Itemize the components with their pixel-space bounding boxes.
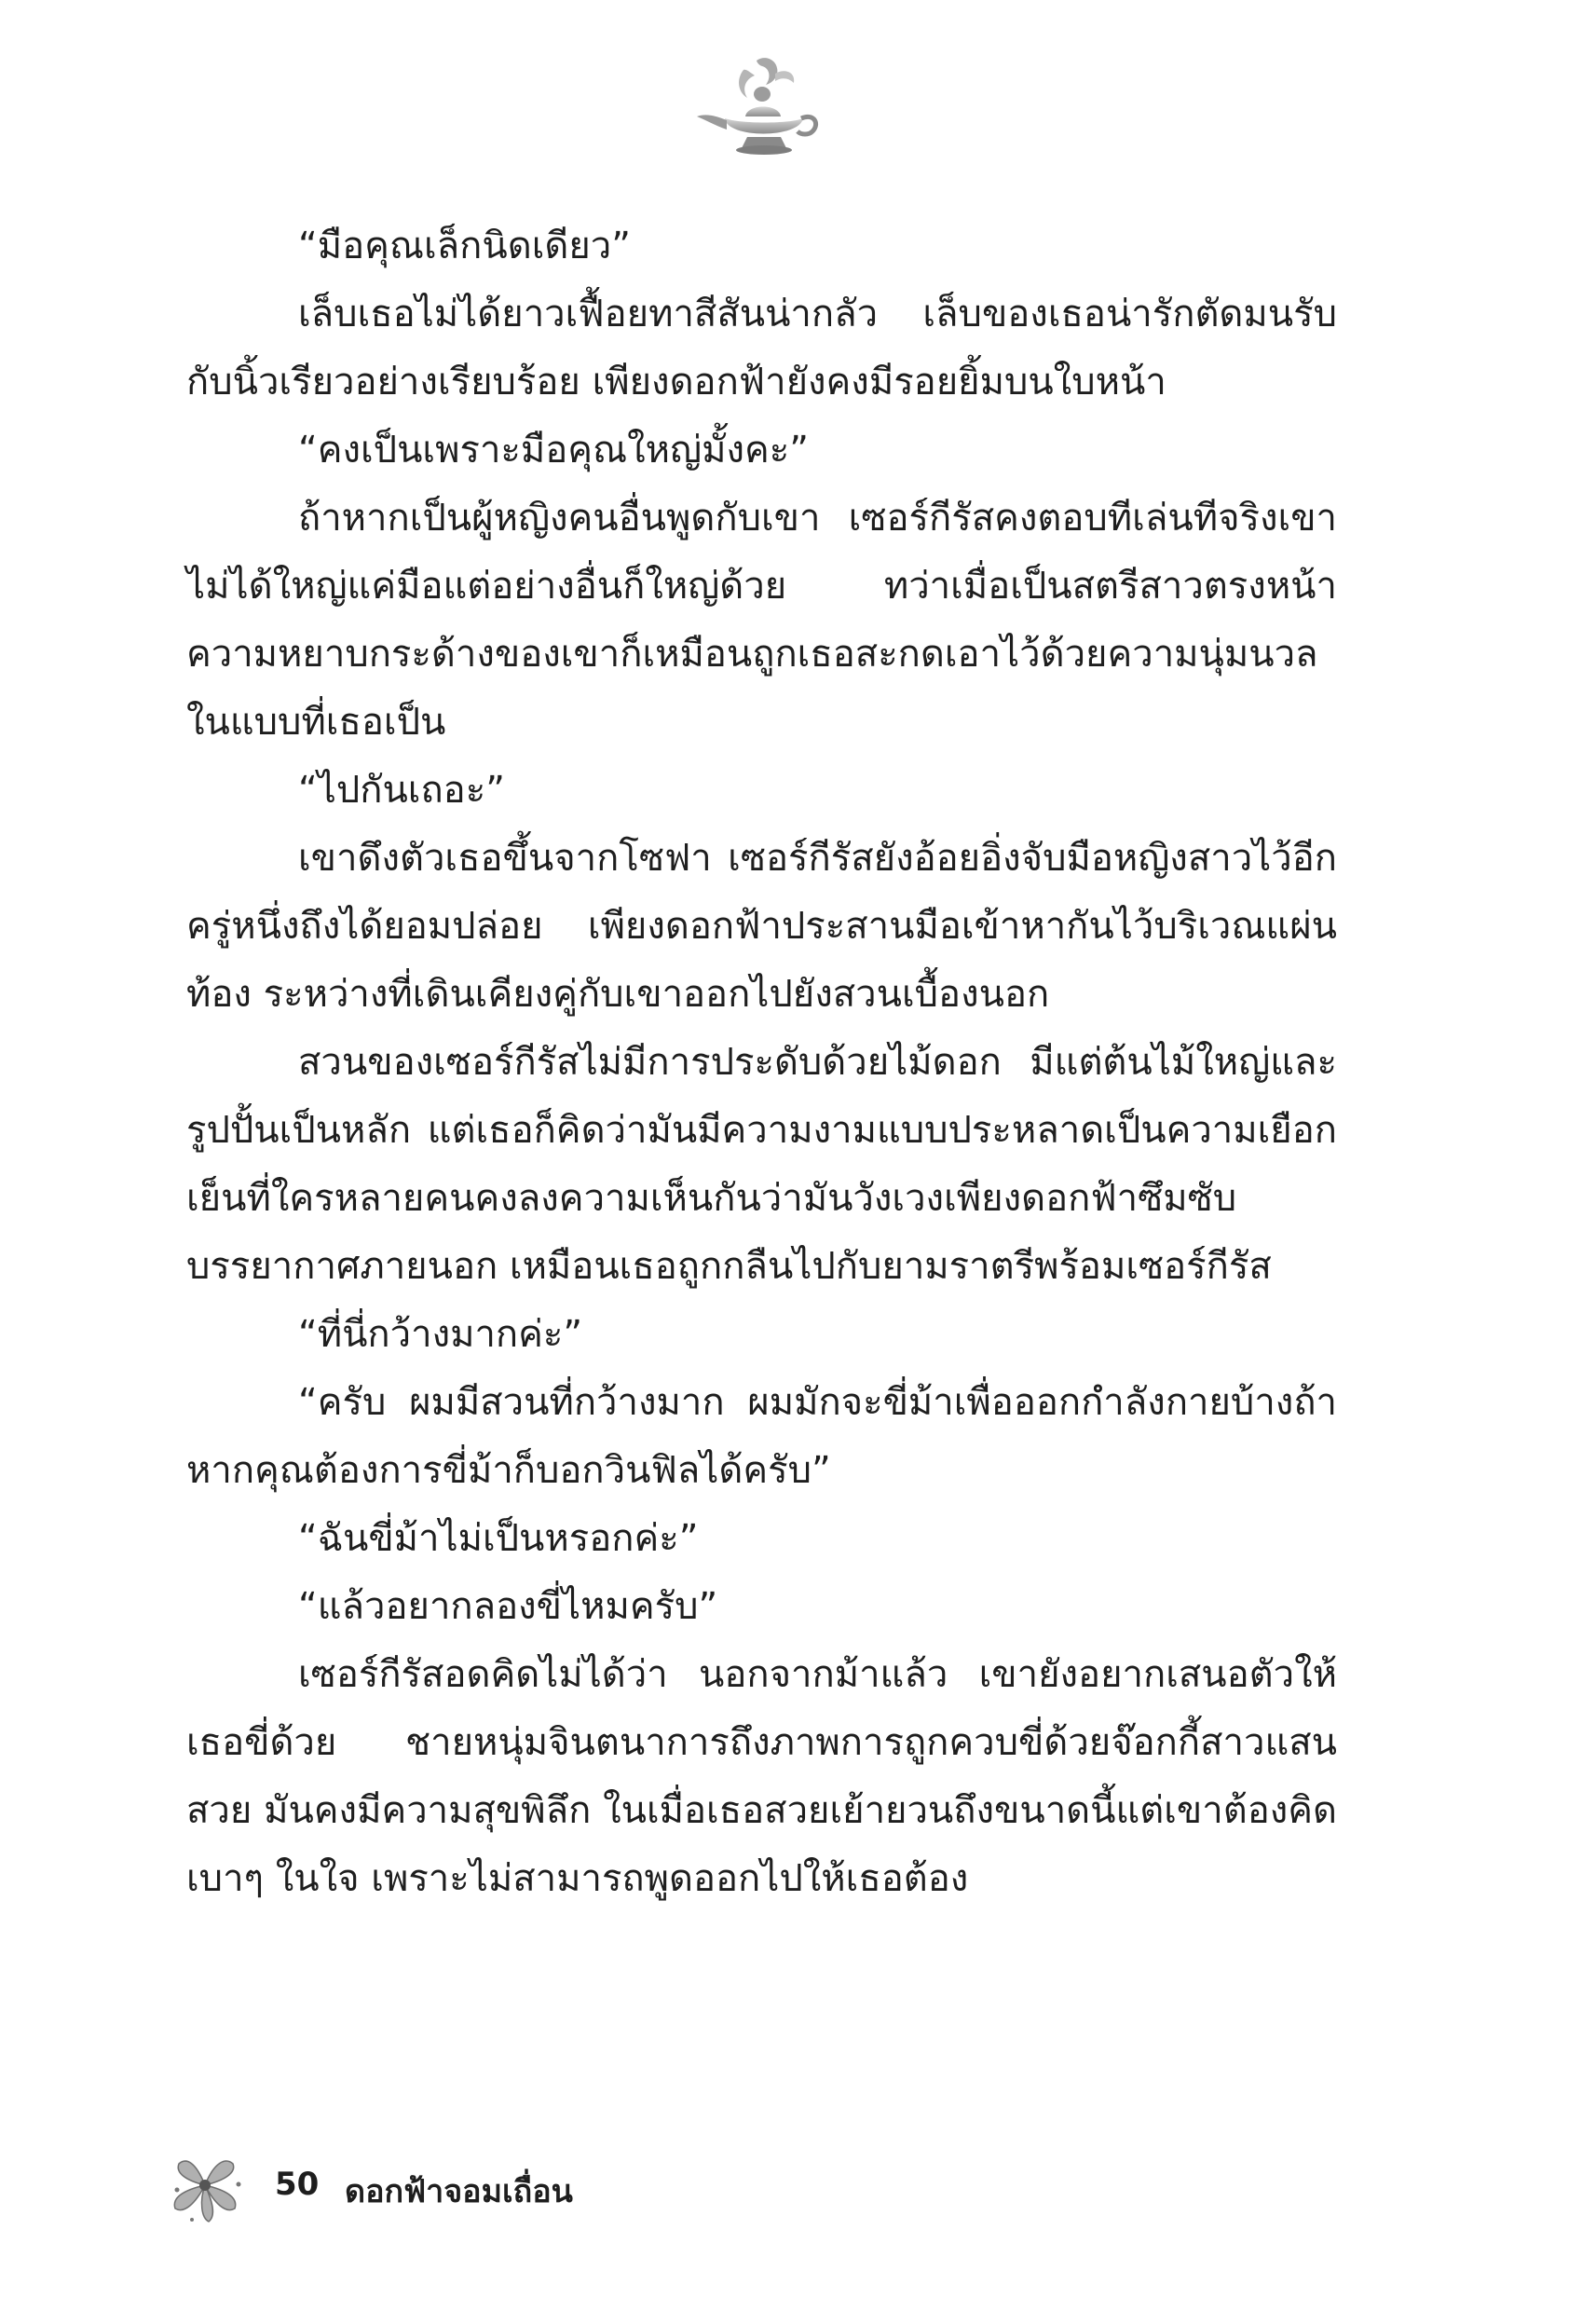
body-text — [186, 212, 1337, 1913]
page-footer — [158, 2143, 811, 2227]
paragraph: เขาดึงตัวเธอขึ้นจากโซฟา เซอร์กีรัสยังอ้อยอิ่งจับมือหญิงสาวไว้อีกครู่หนึ่งถึงได้ยอมปล่อย เพียงดอกฟ้าประสานมือเข้าหากันไว้บริเวณแผ่นท้อง ระหว่างที่เดินเคียงคู่กับเขาออกไปยังสวนเบื้องนอก — [186, 837, 1337, 1016]
flower-icon — [158, 2143, 252, 2227]
book-title: ดอกฟ้าจอมเถื่อน — [345, 2173, 573, 2210]
paragraph: “ไปกันเถอะ” — [298, 769, 505, 812]
genie-lamp-icon — [689, 51, 829, 163]
paragraph: “แล้วอยากลองขี่ไหมครับ” — [298, 1585, 718, 1628]
paragraph: “คงเป็นเพราะมือคุณใหญ่มั้งคะ” — [298, 429, 809, 472]
paragraph: เล็บเธอไม่ได้ยาวเฟื้อยทาสีสันน่ากลัว เล็บของเธอน่ารักตัดมนรับกับนิ้วเรียวอย่างเรียบร้อย เพียงดอกฟ้ายังคงมีรอยยิ้มบนใบหน้า — [186, 293, 1337, 403]
paragraph: “มือคุณเล็กนิดเดียว” — [298, 225, 631, 267]
paragraph: สวนของเซอร์กีรัสไม่มีการประดับด้วยไม้ดอก มีแต่ต้นไม้ใหญ่และรูปปั้นเป็นหลัก แต่เธอก็คิดว่ามันมีความงามแบบประหลาดเป็นความเยือกเย็นที่ใครหลายคนคงลงความเห็นกันว่ามันวังเวงเพียงดอกฟ้าซึมซับบรรยากาศภายนอก เหมือนเธอถูกกลืนไปกับยามราตรีพร้อมเซอร์กีรัส — [186, 1041, 1337, 1288]
paragraph: “ฉันขี่ม้าไม่เป็นหรอกค่ะ” — [298, 1517, 699, 1560]
paragraph: “ครับ ผมมีสวนที่กว้างมาก ผมมักจะขี่ม้าเพื่อออกกำลังกายบ้างถ้าหากคุณต้องการขี่ม้าก็บอกวินฟิลได้ครับ” — [186, 1381, 1337, 1492]
paragraph: ถ้าหากเป็นผู้หญิงคนอื่นพูดกับเขา เซอร์กีรัสคงตอบทีเล่นทีจริงเขาไม่ได้ใหญ่แค่มือแต่อย่างอื่นก็ใหญ่ด้วย ทว่าเมื่อเป็นสตรีสาวตรงหน้าความหยาบกระด้างของเขาก็เหมือนถูกเธอสะกดเอาไว้ด้วยความนุ่มนวลในแบบที่เธอเป็น — [186, 497, 1337, 744]
page-number: 50 — [275, 2166, 320, 2203]
paragraph: “ที่นี่กว้างมากค่ะ” — [298, 1313, 583, 1356]
paragraph: เซอร์กีรัสอดคิดไม่ได้ว่า นอกจากม้าแล้ว เขายังอยากเสนอตัวให้เธอขี่ด้วย ชายหนุ่มจินตนาการถึงภาพการถูกควบขี่ด้วยจ๊อกกี้สาวแสนสวย มันคงมีความสุขพิลึก ในเมื่อเธอสวยเย้ายวนถึงขนาดนี้แต่เขาต้องคิดเบาๆ ในใจ เพราะไม่สามารถพูดออกไปให้เธอต้อง — [186, 1653, 1337, 1900]
